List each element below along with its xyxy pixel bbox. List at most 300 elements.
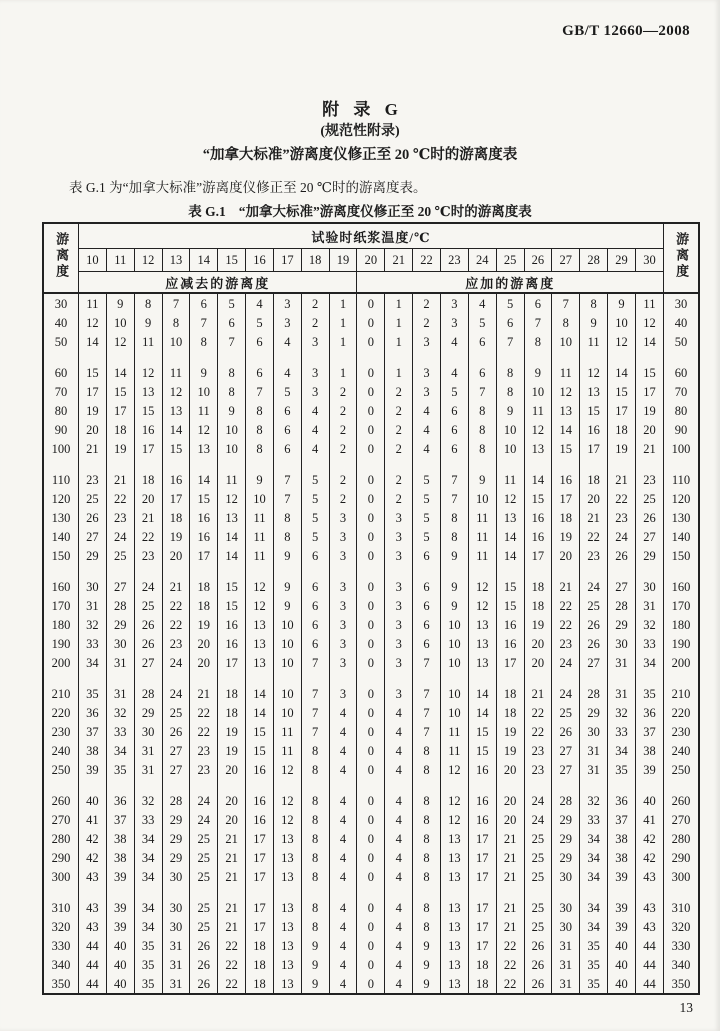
freeness-cell-right: 330 [664,936,700,955]
value-cell: 2 [329,439,357,458]
value-cell: 2 [301,293,329,313]
value-cell: 30 [162,886,190,917]
value-cell: 16 [496,634,524,653]
value-cell: 9 [301,974,329,994]
value-cell: 10 [440,672,468,703]
value-cell: 4 [329,917,357,936]
value-cell: 20 [580,489,608,508]
table-body [43,293,699,994]
value-cell: 29 [106,615,134,634]
value-cell: 10 [162,332,190,351]
value-cell: 17 [635,382,663,401]
value-cell: 27 [580,653,608,672]
value-cell: 43 [635,867,663,886]
value-cell: 5 [301,489,329,508]
value-cell: 28 [106,596,134,615]
value-cell: 6 [273,420,301,439]
value-cell: 5 [218,293,246,313]
table-row [43,955,699,974]
freeness-cell-left: 40 [43,313,79,332]
value-cell: 25 [134,596,162,615]
value-cell: 17 [468,848,496,867]
appendix-title: 附 录 G [322,100,398,119]
value-cell: 4 [385,703,413,722]
value-cell: 37 [79,722,107,741]
value-cell: 25 [162,703,190,722]
value-cell: 42 [635,848,663,867]
value-cell: 30 [635,565,663,596]
value-cell: 13 [273,886,301,917]
value-cell: 12 [273,810,301,829]
value-cell: 43 [79,886,107,917]
freeness-cell-left: 270 [43,810,79,829]
value-cell: 18 [524,565,552,596]
value-cell: 7 [301,672,329,703]
value-cell: 9 [273,546,301,565]
value-cell: 1 [385,293,413,313]
value-cell: 11 [190,401,218,420]
value-cell: 2 [385,382,413,401]
value-cell: 26 [635,508,663,527]
value-cell: 3 [385,508,413,527]
value-cell: 10 [190,382,218,401]
freeness-cell-left: 210 [43,672,79,703]
value-cell: 8 [413,917,441,936]
freeness-cell-left: 280 [43,829,79,848]
value-cell: 0 [357,615,385,634]
value-cell: 20 [162,546,190,565]
value-cell: 29 [79,546,107,565]
value-cell: 12 [162,382,190,401]
value-cell: 7 [413,672,441,703]
freeness-cell-left: 90 [43,420,79,439]
value-cell: 10 [440,615,468,634]
value-cell: 30 [552,867,580,886]
value-cell: 0 [357,401,385,420]
value-cell: 16 [246,779,274,810]
value-cell: 31 [134,741,162,760]
value-cell: 32 [134,779,162,810]
value-cell: 15 [468,722,496,741]
value-cell: 16 [190,527,218,546]
freeness-cell-left: 130 [43,508,79,527]
value-cell: 5 [273,382,301,401]
value-cell: 20 [635,420,663,439]
value-cell: 21 [580,508,608,527]
value-cell: 25 [190,848,218,867]
value-cell: 1 [329,351,357,382]
value-cell: 9 [134,313,162,332]
value-cell: 6 [524,293,552,313]
value-cell: 24 [608,527,636,546]
value-cell: 33 [580,810,608,829]
value-cell: 9 [246,458,274,489]
value-cell: 13 [468,653,496,672]
temp-col-header: 24 [468,249,496,272]
value-cell: 22 [524,703,552,722]
value-cell: 22 [218,955,246,974]
value-cell: 2 [329,458,357,489]
value-cell: 6 [273,401,301,420]
value-cell: 4 [273,351,301,382]
value-cell: 18 [190,596,218,615]
value-cell: 18 [218,672,246,703]
freeness-cell-right: 270 [664,810,700,829]
value-cell: 0 [357,439,385,458]
value-cell: 13 [440,936,468,955]
value-cell: 43 [635,886,663,917]
value-cell: 19 [162,527,190,546]
value-cell: 20 [496,810,524,829]
value-cell: 44 [79,936,107,955]
value-cell: 21 [218,867,246,886]
value-cell: 32 [580,779,608,810]
page-number: 13 [679,1000,693,1015]
value-cell: 3 [385,672,413,703]
value-cell: 8 [413,867,441,886]
freeness-cell-right: 310 [664,886,700,917]
value-cell: 4 [329,741,357,760]
value-cell: 9 [106,293,134,313]
value-cell: 40 [106,974,134,994]
value-cell: 12 [635,313,663,332]
value-cell: 27 [635,527,663,546]
value-cell: 24 [106,527,134,546]
table-row [43,936,699,955]
value-cell: 0 [357,527,385,546]
value-cell: 9 [273,565,301,596]
value-cell: 19 [608,439,636,458]
value-cell: 22 [608,489,636,508]
value-cell: 43 [79,917,107,936]
value-cell: 5 [413,489,441,508]
value-cell: 29 [580,703,608,722]
value-cell: 0 [357,351,385,382]
value-cell: 32 [79,615,107,634]
value-cell: 2 [329,401,357,420]
value-cell: 31 [580,760,608,779]
value-cell: 20 [218,760,246,779]
value-cell: 8 [162,313,190,332]
value-cell: 12 [273,779,301,810]
freeness-cell-right: 320 [664,917,700,936]
value-cell: 19 [552,527,580,546]
value-cell: 39 [106,867,134,886]
value-cell: 18 [496,672,524,703]
value-cell: 21 [218,886,246,917]
value-cell: 30 [79,565,107,596]
value-cell: 8 [301,867,329,886]
value-cell: 35 [106,760,134,779]
value-cell: 2 [329,489,357,508]
freeness-cell-right: 260 [664,779,700,810]
value-cell: 11 [552,351,580,382]
freeness-cell-right: 90 [664,420,700,439]
freeness-cell-right: 180 [664,615,700,634]
value-cell: 16 [468,779,496,810]
freeness-cell-left: 250 [43,760,79,779]
value-cell: 4 [385,741,413,760]
value-cell: 0 [357,653,385,672]
value-cell: 6 [440,401,468,420]
value-cell: 23 [106,508,134,527]
value-cell: 25 [190,886,218,917]
value-cell: 31 [552,936,580,955]
value-cell: 6 [301,565,329,596]
value-cell: 26 [162,722,190,741]
value-cell: 25 [524,886,552,917]
value-cell: 13 [468,634,496,653]
value-cell: 40 [608,936,636,955]
value-cell: 30 [106,634,134,653]
value-cell: 39 [608,917,636,936]
value-cell: 18 [134,458,162,489]
value-cell: 21 [496,867,524,886]
value-cell: 7 [190,313,218,332]
value-cell: 34 [134,829,162,848]
freeness-cell-left: 340 [43,955,79,974]
table-row [43,565,699,596]
value-cell: 28 [552,779,580,810]
value-cell: 29 [635,546,663,565]
temp-col-header: 27 [552,249,580,272]
value-cell: 20 [190,653,218,672]
value-cell: 27 [608,565,636,596]
value-cell: 6 [413,565,441,596]
value-cell: 4 [329,974,357,994]
value-cell: 2 [413,293,441,313]
value-cell: 44 [635,974,663,994]
value-cell: 21 [134,508,162,527]
value-cell: 13 [273,955,301,974]
value-cell: 8 [413,848,441,867]
value-cell: 17 [552,489,580,508]
value-cell: 18 [246,974,274,994]
freeness-cell-right: 170 [664,596,700,615]
value-cell: 1 [385,332,413,351]
table-row [43,703,699,722]
value-cell: 25 [524,848,552,867]
value-cell: 15 [496,596,524,615]
value-cell: 17 [608,401,636,420]
freeness-correction-table [42,222,700,995]
value-cell: 8 [580,293,608,313]
value-cell: 25 [524,917,552,936]
value-cell: 8 [301,741,329,760]
value-cell: 17 [79,382,107,401]
value-cell: 4 [440,351,468,382]
value-cell: 6 [246,332,274,351]
value-cell: 0 [357,565,385,596]
value-cell: 21 [218,917,246,936]
value-cell: 18 [162,508,190,527]
value-cell: 12 [552,382,580,401]
table-row [43,546,699,565]
value-cell: 0 [357,382,385,401]
value-cell: 35 [134,974,162,994]
table-row [43,722,699,741]
value-cell: 29 [134,703,162,722]
value-cell: 36 [608,779,636,810]
value-cell: 14 [468,672,496,703]
freeness-cell-left: 150 [43,546,79,565]
value-cell: 0 [357,974,385,994]
value-cell: 23 [524,741,552,760]
table-row [43,634,699,653]
value-cell: 3 [385,546,413,565]
value-cell: 25 [190,829,218,848]
value-cell: 17 [496,653,524,672]
table-row [43,886,699,917]
value-cell: 12 [580,351,608,382]
value-cell: 13 [468,615,496,634]
freeness-cell-right: 350 [664,974,700,994]
value-cell: 29 [162,829,190,848]
value-cell: 13 [273,867,301,886]
value-cell: 26 [134,615,162,634]
value-cell: 17 [524,546,552,565]
value-cell: 3 [385,596,413,615]
freeness-cell-left: 330 [43,936,79,955]
value-cell: 14 [218,527,246,546]
value-cell: 26 [524,936,552,955]
value-cell: 16 [468,810,496,829]
value-cell: 0 [357,634,385,653]
value-cell: 7 [440,458,468,489]
value-cell: 1 [385,351,413,382]
value-cell: 8 [440,527,468,546]
value-cell: 1 [329,293,357,313]
value-cell: 38 [635,741,663,760]
value-cell: 8 [273,508,301,527]
value-cell: 5 [496,293,524,313]
value-cell: 14 [162,420,190,439]
value-cell: 41 [635,810,663,829]
value-cell: 29 [608,615,636,634]
temp-col-header: 12 [134,249,162,272]
value-cell: 4 [385,848,413,867]
value-cell: 13 [246,653,274,672]
value-cell: 18 [524,596,552,615]
value-cell: 9 [608,293,636,313]
value-cell: 17 [468,917,496,936]
value-cell: 19 [106,439,134,458]
value-cell: 20 [134,489,162,508]
value-cell: 3 [385,527,413,546]
value-cell: 8 [301,917,329,936]
temp-col-header: 17 [273,249,301,272]
freeness-cell-right: 250 [664,760,700,779]
value-cell: 16 [580,420,608,439]
value-cell: 11 [440,722,468,741]
add-label: 应加的游离度 [357,272,664,294]
value-cell: 3 [329,527,357,546]
value-cell: 22 [496,936,524,955]
value-cell: 20 [524,634,552,653]
value-cell: 37 [106,810,134,829]
value-cell: 12 [273,760,301,779]
value-cell: 2 [385,489,413,508]
value-cell: 39 [608,886,636,917]
value-cell: 8 [301,810,329,829]
appendix-subtitle: (规范性附录) [320,124,400,139]
value-cell: 8 [468,420,496,439]
freeness-cell-right: 240 [664,741,700,760]
value-cell: 9 [218,401,246,420]
table-row [43,313,699,332]
value-cell: 21 [496,917,524,936]
value-cell: 21 [524,672,552,703]
value-cell: 18 [496,703,524,722]
value-cell: 19 [218,722,246,741]
value-cell: 10 [496,420,524,439]
value-cell: 0 [357,703,385,722]
value-cell: 22 [496,955,524,974]
value-cell: 16 [190,508,218,527]
freeness-left-header [43,223,79,293]
value-cell: 25 [79,489,107,508]
value-cell: 27 [552,741,580,760]
value-cell: 11 [246,546,274,565]
value-cell: 33 [134,810,162,829]
value-cell: 6 [301,546,329,565]
freeness-right-header [664,223,700,293]
value-cell: 44 [635,936,663,955]
value-cell: 21 [496,848,524,867]
value-cell: 15 [635,351,663,382]
value-cell: 12 [218,489,246,508]
value-cell: 34 [608,741,636,760]
value-cell: 13 [440,974,468,994]
value-cell: 28 [134,672,162,703]
value-cell: 4 [329,936,357,955]
value-cell: 20 [552,546,580,565]
value-cell: 4 [329,867,357,886]
table-row [43,458,699,489]
value-cell: 22 [134,527,162,546]
value-cell: 17 [246,886,274,917]
temp-values-row [43,249,699,272]
value-cell: 13 [524,439,552,458]
value-cell: 3 [329,653,357,672]
value-cell: 35 [134,955,162,974]
value-cell: 15 [218,596,246,615]
value-cell: 23 [580,546,608,565]
value-cell: 0 [357,508,385,527]
value-cell: 24 [190,779,218,810]
value-cell: 3 [329,508,357,527]
value-cell: 3 [413,332,441,351]
value-cell: 10 [524,382,552,401]
value-cell: 14 [635,332,663,351]
value-cell: 2 [385,401,413,420]
value-cell: 11 [468,527,496,546]
freeness-cell-right: 290 [664,848,700,867]
value-cell: 17 [218,653,246,672]
value-cell: 30 [552,917,580,936]
table-row [43,974,699,994]
value-cell: 11 [134,332,162,351]
value-cell: 15 [218,565,246,596]
value-cell: 14 [106,351,134,382]
value-cell: 24 [134,565,162,596]
value-cell: 8 [218,382,246,401]
temp-col-header: 30 [635,249,663,272]
value-cell: 19 [524,615,552,634]
value-cell: 13 [273,974,301,994]
value-cell: 23 [635,458,663,489]
value-cell: 25 [635,489,663,508]
